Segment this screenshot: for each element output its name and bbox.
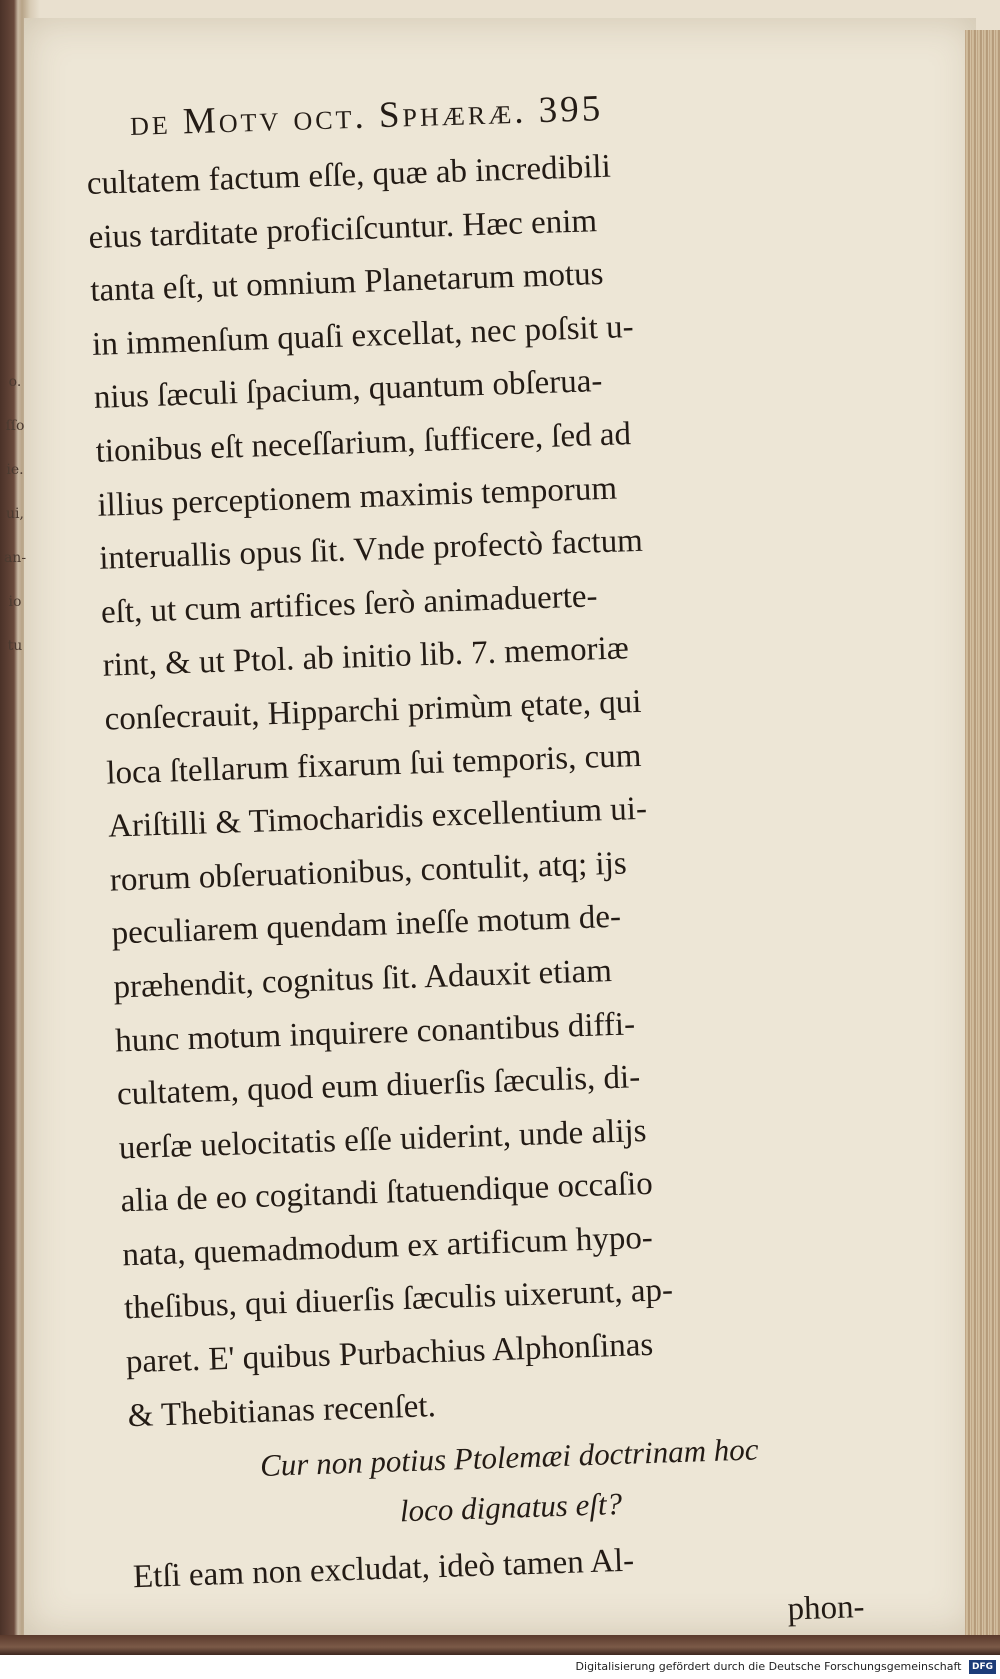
running-head: de Motv oct. Sphæræ. 395: [129, 88, 604, 144]
text-line: uerſæ uelocitatis eſſe uiderint, unde alijs: [118, 1112, 648, 1167]
margin-fragment: ſſo: [5, 418, 25, 434]
text-line: nius ſæculi ſpacium, quantum obſerua-: [93, 363, 603, 417]
text-line: interuallis opus ſit. Vnde profectò factum: [98, 522, 644, 577]
text-line: tanta eſt, ut omnium Planetarum motus: [89, 256, 604, 310]
margin-fragment: tu: [7, 638, 23, 654]
text-line: tionibus eſt neceſſarium, ſufficere, ſed ad: [95, 416, 632, 470]
text-line: rorum obſeruationibus, contulit, atq; ijs: [109, 845, 628, 899]
page-stack-edge: [965, 30, 1000, 1635]
digitization-footer: [0, 1655, 1000, 1679]
facing-page-margin: [0, 360, 30, 668]
margin-fragment: io: [8, 594, 22, 610]
text-line: illius perceptionem maximis temporum: [96, 470, 618, 524]
text-line: paret. E' quibus Purbachius Alphonſinas: [125, 1326, 654, 1381]
text-line: Ariſtilli & Timocharidis excellentium ui-: [107, 790, 648, 845]
body-text: [86, 133, 895, 1659]
text-line: nata, quemadmodum ex artificum hypo-: [121, 1219, 654, 1274]
text-line: eſt, ut cum artifices ſerò animaduerte-: [100, 578, 599, 631]
text-line: theſibus, qui diuerſis ſæculis uixerunt, ap-: [123, 1272, 674, 1327]
dfg-logo: DFG: [969, 1660, 996, 1674]
margin-fragment: o.: [8, 374, 22, 390]
text-line: conſecrauit, Hipparchi primùm ętate, qui: [104, 683, 642, 738]
text-line: eius tarditate proficiſcuntur. Hæc enim: [88, 202, 598, 256]
text-line: præhendit, cognitus ſit. Adauxit etiam: [112, 952, 613, 1006]
footer-credit: Digitalisierung gefördert durch die Deutsche Forschungsgemeinschaft: [575, 1660, 962, 1673]
text-line: in immenſum quaſi excellat, nec poſsit u-: [91, 308, 635, 363]
text-line: alia de eo cogitandi ſtatuendique occaſio: [120, 1166, 654, 1220]
text-line: cultatem factum eſſe, quæ ab incredibili: [86, 148, 612, 202]
text-line: rint, & ut Ptol. ab initio lib. 7. memoriæ: [102, 630, 630, 685]
question-heading-line: loco dignatus eſt?: [399, 1486, 623, 1529]
margin-fragment: an-: [3, 550, 27, 566]
question-heading-line: Cur non potius Ptolemæi doctrinam hoc: [259, 1431, 760, 1484]
margin-fragment: ui,: [6, 506, 24, 522]
text-line: hunc motum inquirere conantibus diffi-: [114, 1005, 636, 1060]
text-line: peculiarem quendam ineſſe motum de-: [111, 899, 622, 952]
text-line: cultatem, quod eum diuerſis ſæculis, di-: [116, 1059, 641, 1113]
answer-line: Etſi eam non excludat, ideò tamen Al-: [132, 1542, 635, 1596]
text-line: loca ſtellarum fixarum ſui temporis, cum: [105, 737, 642, 792]
margin-fragment: ie.: [6, 462, 24, 478]
catchword: phon-: [786, 1588, 866, 1628]
text-line: & Thebitianas recenſet.: [127, 1387, 437, 1434]
